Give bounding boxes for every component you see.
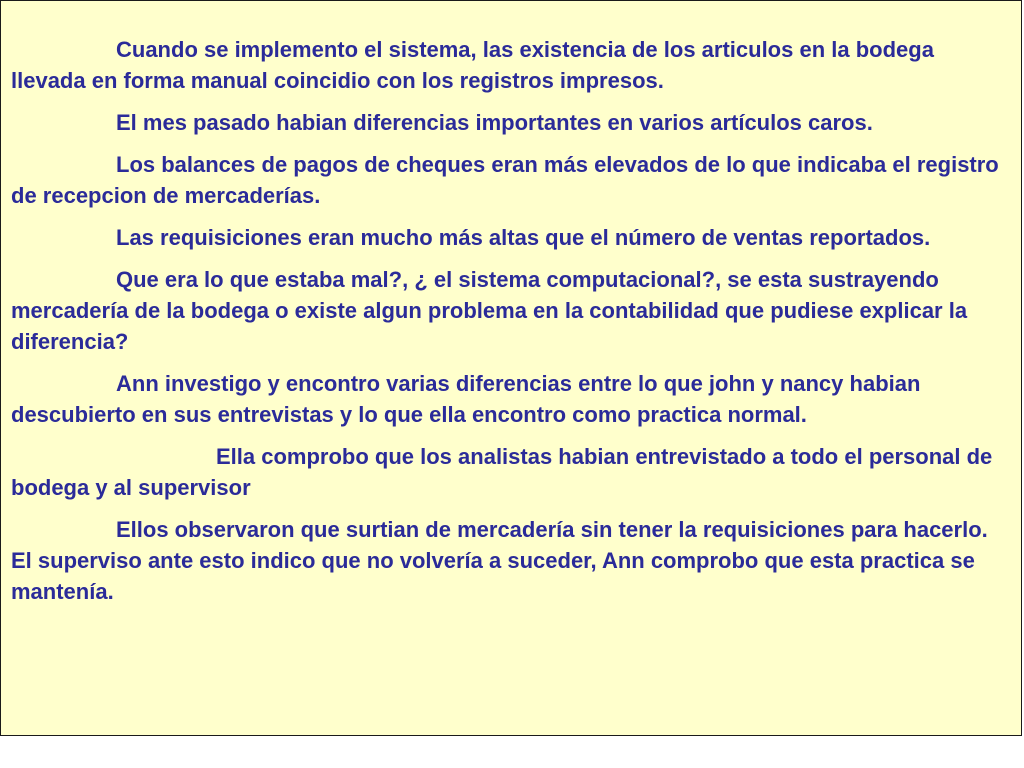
paragraph-system-implementation: Cuando se implemento el sistema, las existencia de los articulos en la bodega llevada en forma manual coincidio con los registros impresos. [11, 37, 934, 93]
paragraph-requisitions: Las requisiciones eran mucho más altas que el número de ventas reportados. [116, 225, 931, 250]
slide-body-text [11, 34, 1011, 618]
paragraph-observations: Ellos observaron que surtian de mercadería sin tener la requisiciones para hacerlo. El superviso ante esto indico que no volvería a suceder, Ann comprobo que esta practica se mantenía. [11, 517, 988, 604]
paragraph-check-balances: Los balances de pagos de cheques eran más elevados de lo que indicaba el registro de recepcion de mercaderías. [11, 152, 999, 208]
paragraph-last-month-differences: El mes pasado habian diferencias importantes en varios artículos caros. [116, 110, 873, 135]
paragraph-what-was-wrong: Que era lo que estaba mal?, ¿ el sistema computacional?, se esta sustrayendo mercadería de la bodega o existe algun problema en la contabilidad que pudiese explicar la diferencia? [11, 267, 968, 354]
paragraph-analysts-interviews: Ella comprobo que los analistas habian entrevistado a todo el personal de bodega y al supervisor [11, 444, 993, 500]
paragraph-ann-investigation: Ann investigo y encontro varias diferencias entre lo que john y nancy habian descubierto en sus entrevistas y lo que ella encontro como practica normal. [11, 371, 921, 427]
